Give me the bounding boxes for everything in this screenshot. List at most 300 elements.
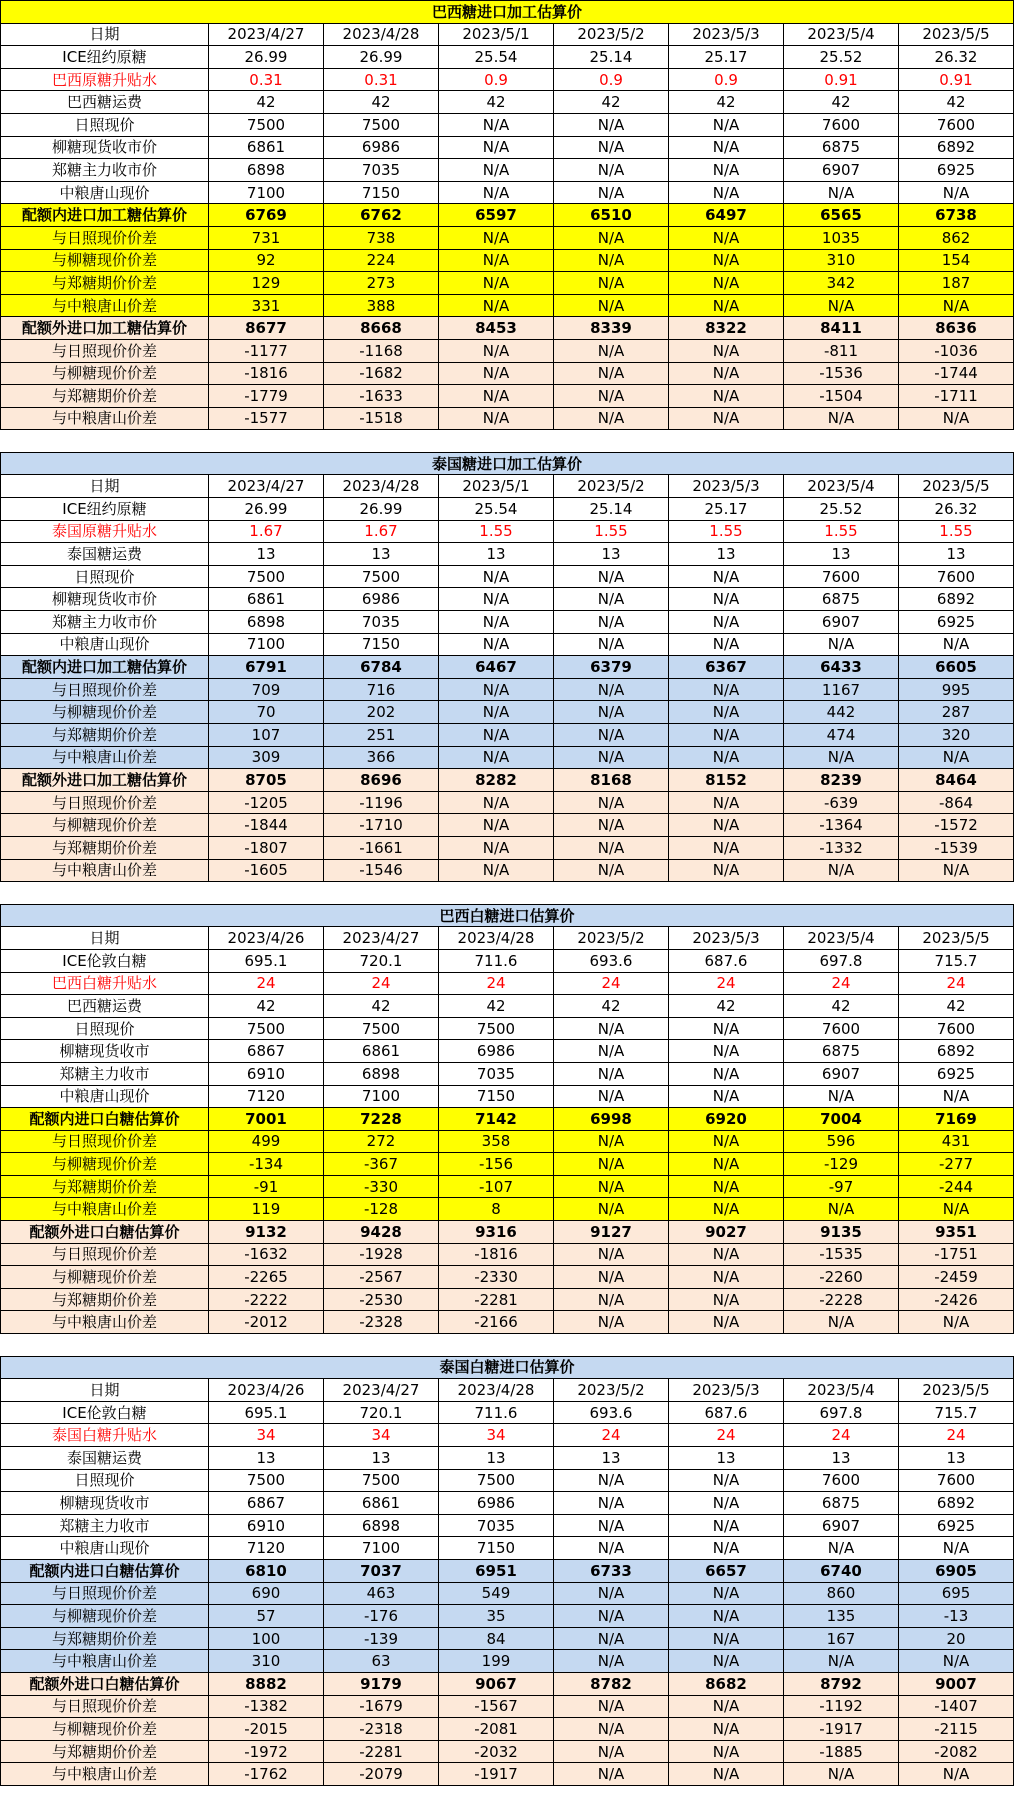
row-label[interactable]: 日期: [1, 927, 209, 950]
value-cell[interactable]: 596: [784, 1130, 899, 1153]
value-cell[interactable]: 13: [784, 1447, 899, 1470]
value-cell[interactable]: -13: [899, 1605, 1014, 1628]
row-label[interactable]: 与柳糖现价价差: [1, 1718, 209, 1741]
value-cell[interactable]: 6762: [324, 204, 439, 227]
value-cell[interactable]: 287: [899, 701, 1014, 724]
value-cell[interactable]: -1710: [324, 814, 439, 837]
value-cell[interactable]: 6986: [324, 136, 439, 159]
value-cell[interactable]: 202: [324, 701, 439, 724]
value-cell[interactable]: 6875: [784, 588, 899, 611]
blank-cell[interactable]: [1, 430, 1014, 453]
row-label[interactable]: 配额外进口白糖估算价: [1, 1672, 209, 1695]
value-cell[interactable]: 6898: [209, 611, 324, 634]
value-cell[interactable]: N/A: [439, 724, 554, 747]
row-label[interactable]: 配额内进口加工糖估算价: [1, 204, 209, 227]
row-label[interactable]: 中粮唐山现价: [1, 1537, 209, 1560]
value-cell[interactable]: -1661: [324, 836, 439, 859]
value-cell[interactable]: N/A: [669, 181, 784, 204]
value-cell[interactable]: 358: [439, 1130, 554, 1153]
value-cell[interactable]: 6925: [899, 611, 1014, 634]
value-cell[interactable]: 695: [899, 1582, 1014, 1605]
row-label[interactable]: 与柳糖现价价差: [1, 1153, 209, 1176]
value-cell[interactable]: -2015: [209, 1718, 324, 1741]
row-label[interactable]: 中粮唐山现价: [1, 1085, 209, 1108]
value-cell[interactable]: -811: [784, 339, 899, 362]
date-cell[interactable]: 2023/4/28: [324, 23, 439, 46]
value-cell[interactable]: N/A: [669, 1040, 784, 1063]
row-label[interactable]: 与柳糖现价价差: [1, 814, 209, 837]
value-cell[interactable]: 6910: [209, 1062, 324, 1085]
value-cell[interactable]: 42: [439, 995, 554, 1018]
row-label[interactable]: 与中粮唐山价差: [1, 294, 209, 317]
value-cell[interactable]: 24: [899, 1424, 1014, 1447]
date-cell[interactable]: 2023/5/4: [784, 1379, 899, 1402]
value-cell[interactable]: 709: [209, 678, 324, 701]
value-cell[interactable]: 687.6: [669, 949, 784, 972]
value-cell[interactable]: 7500: [324, 1469, 439, 1492]
value-cell[interactable]: 6892: [899, 136, 1014, 159]
value-cell[interactable]: -367: [324, 1153, 439, 1176]
value-cell[interactable]: N/A: [899, 1650, 1014, 1673]
value-cell[interactable]: 24: [324, 972, 439, 995]
value-cell[interactable]: 7120: [209, 1085, 324, 1108]
value-cell[interactable]: 7100: [324, 1085, 439, 1108]
value-cell[interactable]: 42: [784, 995, 899, 1018]
value-cell[interactable]: 129: [209, 272, 324, 295]
value-cell[interactable]: N/A: [554, 1627, 669, 1650]
value-cell[interactable]: -176: [324, 1605, 439, 1628]
value-cell[interactable]: N/A: [554, 136, 669, 159]
value-cell[interactable]: N/A: [784, 633, 899, 656]
value-cell[interactable]: 7500: [439, 1017, 554, 1040]
row-label[interactable]: 配额外进口加工糖估算价: [1, 317, 209, 340]
value-cell[interactable]: 20: [899, 1627, 1014, 1650]
value-cell[interactable]: 8: [439, 1198, 554, 1221]
row-label[interactable]: 泰国原糖升贴水: [1, 520, 209, 543]
value-cell[interactable]: 8705: [209, 769, 324, 792]
row-label[interactable]: ICE伦敦白糖: [1, 949, 209, 972]
value-cell[interactable]: 716: [324, 678, 439, 701]
value-cell[interactable]: 42: [439, 91, 554, 114]
row-label[interactable]: 与中粮唐山价差: [1, 1763, 209, 1786]
value-cell[interactable]: 42: [554, 91, 669, 114]
row-label[interactable]: 泰国糖运费: [1, 543, 209, 566]
value-cell[interactable]: 7035: [439, 1062, 554, 1085]
value-cell[interactable]: 549: [439, 1582, 554, 1605]
value-cell[interactable]: N/A: [554, 1718, 669, 1741]
value-cell[interactable]: 13: [324, 1447, 439, 1470]
value-cell[interactable]: 13: [209, 1447, 324, 1470]
value-cell[interactable]: -2318: [324, 1718, 439, 1741]
value-cell[interactable]: 320: [899, 724, 1014, 747]
value-cell[interactable]: 25.54: [439, 498, 554, 521]
value-cell[interactable]: -1504: [784, 385, 899, 408]
value-cell[interactable]: 7150: [439, 1085, 554, 1108]
value-cell[interactable]: 715.7: [899, 949, 1014, 972]
value-cell[interactable]: 70: [209, 701, 324, 724]
row-label[interactable]: 日期: [1, 475, 209, 498]
value-cell[interactable]: 310: [784, 249, 899, 272]
value-cell[interactable]: 6738: [899, 204, 1014, 227]
value-cell[interactable]: 693.6: [554, 949, 669, 972]
value-cell[interactable]: 6951: [439, 1559, 554, 1582]
value-cell[interactable]: 26.99: [209, 498, 324, 521]
value-cell[interactable]: N/A: [899, 294, 1014, 317]
row-label[interactable]: 巴西白糖升贴水: [1, 972, 209, 995]
value-cell[interactable]: 1.67: [209, 520, 324, 543]
value-cell[interactable]: 7142: [439, 1108, 554, 1131]
value-cell[interactable]: 731: [209, 226, 324, 249]
value-cell[interactable]: -1885: [784, 1740, 899, 1763]
row-label[interactable]: 与柳糖现价价差: [1, 1266, 209, 1289]
value-cell[interactable]: -97: [784, 1175, 899, 1198]
value-cell[interactable]: N/A: [554, 272, 669, 295]
value-cell[interactable]: N/A: [439, 565, 554, 588]
row-label[interactable]: 与日照现价价差: [1, 1130, 209, 1153]
value-cell[interactable]: 8696: [324, 769, 439, 792]
value-cell[interactable]: -1572: [899, 814, 1014, 837]
value-cell[interactable]: 92: [209, 249, 324, 272]
value-cell[interactable]: N/A: [554, 1650, 669, 1673]
value-cell[interactable]: 224: [324, 249, 439, 272]
value-cell[interactable]: 6986: [439, 1492, 554, 1515]
value-cell[interactable]: 711.6: [439, 949, 554, 972]
value-cell[interactable]: 6733: [554, 1559, 669, 1582]
date-cell[interactable]: 2023/4/27: [324, 927, 439, 950]
value-cell[interactable]: 1167: [784, 678, 899, 701]
value-cell[interactable]: 13: [899, 1447, 1014, 1470]
value-cell[interactable]: -1744: [899, 362, 1014, 385]
value-cell[interactable]: 8682: [669, 1672, 784, 1695]
value-cell[interactable]: N/A: [669, 272, 784, 295]
date-cell[interactable]: 2023/5/1: [439, 23, 554, 46]
row-label[interactable]: 与郑糖期价价差: [1, 1740, 209, 1763]
value-cell[interactable]: 1.55: [899, 520, 1014, 543]
row-label[interactable]: 与郑糖期价价差: [1, 272, 209, 295]
value-cell[interactable]: 24: [899, 972, 1014, 995]
value-cell[interactable]: N/A: [554, 226, 669, 249]
value-cell[interactable]: 8168: [554, 769, 669, 792]
value-cell[interactable]: 0.9: [669, 68, 784, 91]
row-label[interactable]: 与日照现价价差: [1, 226, 209, 249]
value-cell[interactable]: 119: [209, 1198, 324, 1221]
value-cell[interactable]: 42: [784, 91, 899, 114]
value-cell[interactable]: 84: [439, 1627, 554, 1650]
value-cell[interactable]: 7500: [324, 1017, 439, 1040]
row-label[interactable]: 与日照现价价差: [1, 1582, 209, 1605]
value-cell[interactable]: N/A: [669, 1605, 784, 1628]
row-label[interactable]: 配额内进口白糖估算价: [1, 1559, 209, 1582]
value-cell[interactable]: N/A: [669, 724, 784, 747]
value-cell[interactable]: 24: [439, 972, 554, 995]
value-cell[interactable]: -156: [439, 1153, 554, 1176]
value-cell[interactable]: N/A: [554, 1492, 669, 1515]
value-cell[interactable]: 7500: [324, 565, 439, 588]
value-cell[interactable]: N/A: [669, 611, 784, 634]
value-cell[interactable]: -1205: [209, 791, 324, 814]
row-label[interactable]: 巴西糖运费: [1, 995, 209, 1018]
value-cell[interactable]: 331: [209, 294, 324, 317]
row-label[interactable]: 与日照现价价差: [1, 1243, 209, 1266]
row-label[interactable]: 配额外进口加工糖估算价: [1, 769, 209, 792]
value-cell[interactable]: 57: [209, 1605, 324, 1628]
value-cell[interactable]: N/A: [554, 565, 669, 588]
value-cell[interactable]: 7500: [209, 565, 324, 588]
value-cell[interactable]: -1917: [439, 1763, 554, 1786]
value-cell[interactable]: -2081: [439, 1718, 554, 1741]
value-cell[interactable]: N/A: [669, 588, 784, 611]
value-cell[interactable]: 8239: [784, 769, 899, 792]
value-cell[interactable]: 7500: [209, 113, 324, 136]
date-cell[interactable]: 2023/5/4: [784, 927, 899, 950]
value-cell[interactable]: N/A: [554, 1514, 669, 1537]
row-label[interactable]: 柳糖现货收市价: [1, 588, 209, 611]
row-label[interactable]: 与中粮唐山价差: [1, 746, 209, 769]
value-cell[interactable]: 6597: [439, 204, 554, 227]
value-cell[interactable]: 9179: [324, 1672, 439, 1695]
value-cell[interactable]: N/A: [669, 1311, 784, 1334]
row-label[interactable]: ICE伦敦白糖: [1, 1401, 209, 1424]
value-cell[interactable]: N/A: [439, 362, 554, 385]
value-cell[interactable]: 63: [324, 1650, 439, 1673]
value-cell[interactable]: 7150: [439, 1537, 554, 1560]
value-cell[interactable]: 7100: [209, 181, 324, 204]
value-cell[interactable]: N/A: [899, 1763, 1014, 1786]
value-cell[interactable]: 24: [209, 972, 324, 995]
value-cell[interactable]: N/A: [669, 1243, 784, 1266]
row-label[interactable]: 日照现价: [1, 565, 209, 588]
value-cell[interactable]: N/A: [554, 814, 669, 837]
value-cell[interactable]: N/A: [439, 746, 554, 769]
value-cell[interactable]: 24: [784, 972, 899, 995]
value-cell[interactable]: 7228: [324, 1108, 439, 1131]
value-cell[interactable]: N/A: [669, 1085, 784, 1108]
value-cell[interactable]: -2228: [784, 1288, 899, 1311]
value-cell[interactable]: -1332: [784, 836, 899, 859]
value-cell[interactable]: 6925: [899, 1062, 1014, 1085]
date-cell[interactable]: 2023/4/27: [324, 1379, 439, 1402]
value-cell[interactable]: N/A: [554, 1311, 669, 1334]
value-cell[interactable]: 25.52: [784, 498, 899, 521]
value-cell[interactable]: 7035: [324, 611, 439, 634]
value-cell[interactable]: 310: [209, 1650, 324, 1673]
value-cell[interactable]: 9067: [439, 1672, 554, 1695]
value-cell[interactable]: -2265: [209, 1266, 324, 1289]
value-cell[interactable]: N/A: [669, 1740, 784, 1763]
value-cell[interactable]: 6875: [784, 1040, 899, 1063]
value-cell[interactable]: 738: [324, 226, 439, 249]
value-cell[interactable]: 7001: [209, 1108, 324, 1131]
value-cell[interactable]: 6892: [899, 1040, 1014, 1063]
value-cell[interactable]: N/A: [554, 1085, 669, 1108]
date-cell[interactable]: 2023/4/28: [439, 927, 554, 950]
value-cell[interactable]: 8339: [554, 317, 669, 340]
value-cell[interactable]: -1577: [209, 407, 324, 430]
value-cell[interactable]: 7120: [209, 1537, 324, 1560]
value-cell[interactable]: 13: [209, 543, 324, 566]
value-cell[interactable]: 697.8: [784, 1401, 899, 1424]
value-cell[interactable]: N/A: [669, 565, 784, 588]
value-cell[interactable]: N/A: [669, 362, 784, 385]
value-cell[interactable]: -1928: [324, 1243, 439, 1266]
value-cell[interactable]: -2567: [324, 1266, 439, 1289]
date-cell[interactable]: 2023/4/27: [209, 23, 324, 46]
value-cell[interactable]: -1972: [209, 1740, 324, 1763]
value-cell[interactable]: 7169: [899, 1108, 1014, 1131]
value-cell[interactable]: 6769: [209, 204, 324, 227]
value-cell[interactable]: -1535: [784, 1243, 899, 1266]
value-cell[interactable]: 9316: [439, 1221, 554, 1244]
value-cell[interactable]: N/A: [899, 633, 1014, 656]
value-cell[interactable]: 7100: [209, 633, 324, 656]
row-label[interactable]: ICE纽约原糖: [1, 46, 209, 69]
value-cell[interactable]: 7600: [899, 1469, 1014, 1492]
value-cell[interactable]: -1633: [324, 385, 439, 408]
value-cell[interactable]: 6907: [784, 611, 899, 634]
value-cell[interactable]: N/A: [439, 272, 554, 295]
value-cell[interactable]: N/A: [554, 249, 669, 272]
value-cell[interactable]: 7035: [324, 159, 439, 182]
value-cell[interactable]: N/A: [899, 1311, 1014, 1334]
value-cell[interactable]: 1.55: [669, 520, 784, 543]
value-cell[interactable]: 9027: [669, 1221, 784, 1244]
row-label[interactable]: 与日照现价价差: [1, 1695, 209, 1718]
value-cell[interactable]: N/A: [669, 1153, 784, 1176]
row-label[interactable]: 与日照现价价差: [1, 791, 209, 814]
date-cell[interactable]: 2023/5/1: [439, 475, 554, 498]
value-cell[interactable]: -134: [209, 1153, 324, 1176]
value-cell[interactable]: 100: [209, 1627, 324, 1650]
value-cell[interactable]: 8464: [899, 769, 1014, 792]
row-label[interactable]: 中粮唐山现价: [1, 633, 209, 656]
value-cell[interactable]: N/A: [554, 724, 669, 747]
value-cell[interactable]: 6791: [209, 656, 324, 679]
value-cell[interactable]: N/A: [669, 1492, 784, 1515]
row-label[interactable]: 日照现价: [1, 1017, 209, 1040]
value-cell[interactable]: -2281: [439, 1288, 554, 1311]
value-cell[interactable]: -1816: [209, 362, 324, 385]
value-cell[interactable]: 6892: [899, 1492, 1014, 1515]
date-cell[interactable]: 2023/5/3: [669, 23, 784, 46]
value-cell[interactable]: 8636: [899, 317, 1014, 340]
value-cell[interactable]: -2330: [439, 1266, 554, 1289]
value-cell[interactable]: N/A: [784, 407, 899, 430]
value-cell[interactable]: 442: [784, 701, 899, 724]
value-cell[interactable]: -2032: [439, 1740, 554, 1763]
value-cell[interactable]: 1.67: [324, 520, 439, 543]
value-cell[interactable]: 13: [554, 1447, 669, 1470]
value-cell[interactable]: N/A: [554, 1198, 669, 1221]
value-cell[interactable]: 25.54: [439, 46, 554, 69]
value-cell[interactable]: N/A: [669, 814, 784, 837]
value-cell[interactable]: -1518: [324, 407, 439, 430]
date-cell[interactable]: 2023/5/4: [784, 475, 899, 498]
value-cell[interactable]: N/A: [439, 226, 554, 249]
value-cell[interactable]: 6861: [324, 1040, 439, 1063]
row-label[interactable]: 日照现价: [1, 113, 209, 136]
value-cell[interactable]: 251: [324, 724, 439, 747]
value-cell[interactable]: N/A: [899, 181, 1014, 204]
value-cell[interactable]: 6907: [784, 1514, 899, 1537]
value-cell[interactable]: 6510: [554, 204, 669, 227]
value-cell[interactable]: 1.55: [439, 520, 554, 543]
value-cell[interactable]: 0.9: [439, 68, 554, 91]
row-label[interactable]: 与日照现价价差: [1, 339, 209, 362]
date-cell[interactable]: 2023/4/27: [209, 475, 324, 498]
value-cell[interactable]: -1762: [209, 1763, 324, 1786]
value-cell[interactable]: 6925: [899, 159, 1014, 182]
value-cell[interactable]: 26.99: [209, 46, 324, 69]
value-cell[interactable]: 342: [784, 272, 899, 295]
value-cell[interactable]: N/A: [439, 407, 554, 430]
value-cell[interactable]: 25.52: [784, 46, 899, 69]
value-cell[interactable]: N/A: [554, 1130, 669, 1153]
row-label[interactable]: 日期: [1, 23, 209, 46]
value-cell[interactable]: 6565: [784, 204, 899, 227]
row-label[interactable]: 泰国白糖升贴水: [1, 1424, 209, 1447]
value-cell[interactable]: -1751: [899, 1243, 1014, 1266]
value-cell[interactable]: 7600: [784, 113, 899, 136]
value-cell[interactable]: N/A: [554, 1537, 669, 1560]
row-label[interactable]: 郑糖主力收市: [1, 1514, 209, 1537]
value-cell[interactable]: N/A: [669, 1198, 784, 1221]
value-cell[interactable]: 42: [899, 91, 1014, 114]
value-cell[interactable]: N/A: [554, 1288, 669, 1311]
value-cell[interactable]: -128: [324, 1198, 439, 1221]
value-cell[interactable]: 167: [784, 1627, 899, 1650]
value-cell[interactable]: N/A: [669, 226, 784, 249]
value-cell[interactable]: N/A: [669, 385, 784, 408]
value-cell[interactable]: 8792: [784, 1672, 899, 1695]
value-cell[interactable]: N/A: [554, 1062, 669, 1085]
value-cell[interactable]: N/A: [439, 159, 554, 182]
value-cell[interactable]: 6907: [784, 1062, 899, 1085]
value-cell[interactable]: 7600: [899, 113, 1014, 136]
row-label[interactable]: 配额内进口白糖估算价: [1, 1108, 209, 1131]
value-cell[interactable]: 0.31: [324, 68, 439, 91]
value-cell[interactable]: 9127: [554, 1221, 669, 1244]
value-cell[interactable]: 42: [669, 91, 784, 114]
value-cell[interactable]: 9007: [899, 1672, 1014, 1695]
value-cell[interactable]: 8882: [209, 1672, 324, 1695]
value-cell[interactable]: N/A: [669, 701, 784, 724]
value-cell[interactable]: 35: [439, 1605, 554, 1628]
value-cell[interactable]: N/A: [439, 588, 554, 611]
value-cell[interactable]: N/A: [439, 611, 554, 634]
row-label[interactable]: 与中粮唐山价差: [1, 1311, 209, 1334]
value-cell[interactable]: 711.6: [439, 1401, 554, 1424]
value-cell[interactable]: 6740: [784, 1559, 899, 1582]
value-cell[interactable]: N/A: [554, 678, 669, 701]
value-cell[interactable]: 6467: [439, 656, 554, 679]
value-cell[interactable]: -1168: [324, 339, 439, 362]
value-cell[interactable]: 34: [324, 1424, 439, 1447]
value-cell[interactable]: N/A: [554, 1582, 669, 1605]
value-cell[interactable]: 24: [669, 972, 784, 995]
row-label[interactable]: 中粮唐山现价: [1, 181, 209, 204]
date-cell[interactable]: 2023/5/2: [554, 927, 669, 950]
value-cell[interactable]: N/A: [899, 1537, 1014, 1560]
value-cell[interactable]: N/A: [669, 836, 784, 859]
row-label[interactable]: 与柳糖现价价差: [1, 362, 209, 385]
value-cell[interactable]: N/A: [554, 1695, 669, 1718]
value-cell[interactable]: 690: [209, 1582, 324, 1605]
value-cell[interactable]: 388: [324, 294, 439, 317]
value-cell[interactable]: -1382: [209, 1695, 324, 1718]
value-cell[interactable]: 7150: [324, 181, 439, 204]
value-cell[interactable]: N/A: [554, 1266, 669, 1289]
value-cell[interactable]: -1567: [439, 1695, 554, 1718]
